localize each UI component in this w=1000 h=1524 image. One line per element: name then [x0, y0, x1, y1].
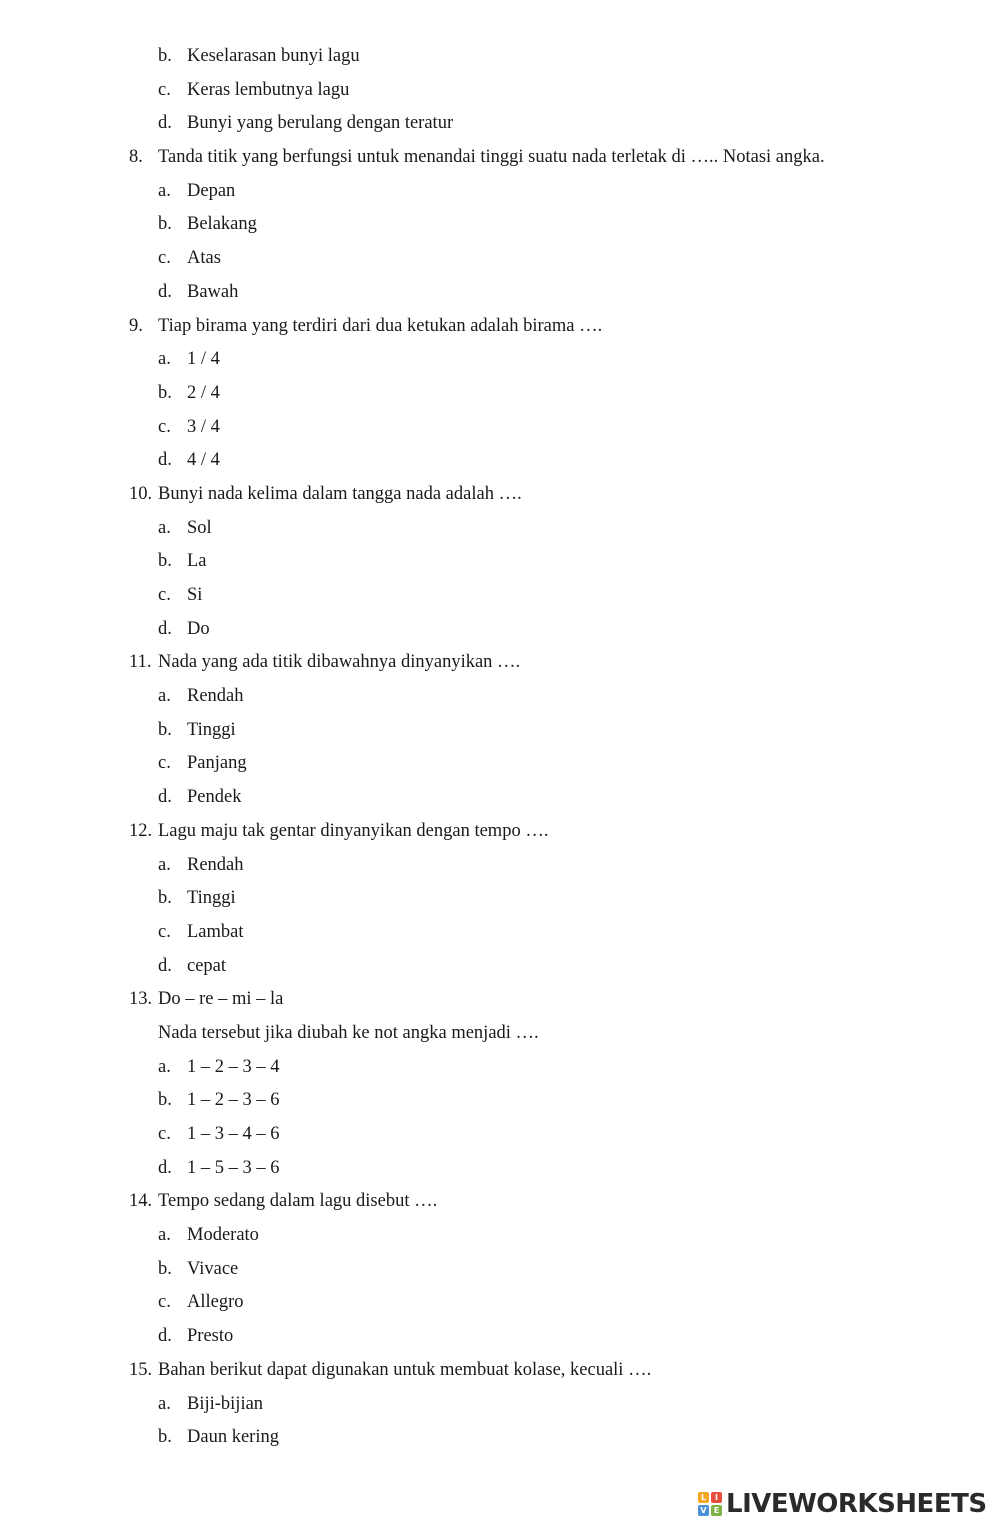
- option-letter: c.: [158, 1292, 171, 1313]
- answer-option: [0, 1253, 1000, 1287]
- answer-option: [0, 74, 1000, 108]
- option-text: 4 / 4: [187, 450, 220, 471]
- answer-option: [0, 40, 1000, 74]
- answer-option: [0, 107, 1000, 141]
- option-letter: c.: [158, 921, 171, 942]
- option-letter: b.: [158, 1090, 172, 1111]
- answer-option: [0, 208, 1000, 242]
- question-number: 12.: [129, 820, 153, 841]
- option-text: Daun kering: [187, 1427, 279, 1448]
- answer-option: [0, 613, 1000, 647]
- answer-option: [0, 714, 1000, 748]
- option-letter: a.: [158, 686, 171, 707]
- option-text: Bunyi yang berulang dengan teratur: [187, 113, 454, 134]
- question-text: Tanda titik yang berfungsi untuk menandai tinggi suatu nada terletak di ….. Notasi angka.: [158, 147, 825, 168]
- option-letter: a.: [158, 1056, 171, 1077]
- option-text: 1 – 2 – 3 – 6: [187, 1090, 280, 1111]
- answer-option: [0, 1152, 1000, 1186]
- option-text: 1 – 3 – 4 – 6: [187, 1124, 280, 1144]
- question-line: [0, 646, 1000, 680]
- option-text: Bawah: [187, 281, 239, 302]
- option-letter: d.: [158, 281, 172, 302]
- option-text: Belakang: [187, 214, 257, 235]
- option-letter: d.: [158, 1157, 172, 1178]
- option-text: Atas: [187, 248, 221, 269]
- answer-option: [0, 1421, 1000, 1455]
- option-letter: d.: [158, 1326, 172, 1347]
- option-text: Rendah: [187, 854, 244, 875]
- option-text: 2 / 4: [187, 382, 220, 403]
- option-text: Vivace: [187, 1258, 239, 1279]
- option-letter: a.: [158, 180, 171, 201]
- option-letter: d.: [158, 618, 172, 639]
- answer-option: [0, 1286, 1000, 1320]
- question-text: Bahan berikut dapat digunakan untuk membuat kolase, kecuali ….: [158, 1359, 652, 1380]
- answer-option: [0, 849, 1000, 883]
- answer-option: [0, 512, 1000, 546]
- option-text: Tinggi: [187, 888, 236, 909]
- worksheet-content: [0, 40, 1000, 1455]
- question-text: Bunyi nada kelima dalam tangga nada adalah ….: [158, 483, 522, 504]
- option-letter: b.: [158, 719, 172, 740]
- option-letter: b.: [158, 214, 172, 235]
- answer-option: [0, 1320, 1000, 1354]
- option-letter: b.: [158, 888, 172, 909]
- option-text: Presto: [187, 1326, 234, 1347]
- answer-option: [0, 411, 1000, 445]
- answer-option: [0, 882, 1000, 916]
- option-text: Si: [187, 585, 203, 605]
- option-letter: d.: [158, 450, 172, 471]
- answer-option: [0, 950, 1000, 984]
- option-letter: d.: [158, 787, 172, 808]
- option-text: Tinggi: [187, 719, 236, 740]
- question-line: [0, 1354, 1000, 1388]
- answer-option: [0, 781, 1000, 815]
- answer-option: [0, 444, 1000, 478]
- option-letter: d.: [158, 955, 172, 976]
- option-letter: c.: [158, 585, 171, 605]
- liveworksheets-watermark: [698, 1488, 987, 1520]
- option-text: cepat: [187, 955, 227, 976]
- option-text: Biji-bijian: [187, 1393, 264, 1414]
- liveworksheets-logo-icon: [698, 1492, 722, 1516]
- question-number: 13.: [129, 989, 153, 1010]
- answer-option: [0, 916, 1000, 950]
- answer-option: [0, 1051, 1000, 1085]
- option-letter: c.: [158, 1124, 171, 1144]
- question-text: Nada tersebut jika diubah ke not angka menjadi ….: [158, 1022, 539, 1043]
- option-text: Panjang: [187, 753, 247, 774]
- question-number: 14.: [129, 1191, 153, 1212]
- answer-option: [0, 1084, 1000, 1118]
- logo-square: I: [711, 1492, 722, 1503]
- option-letter: b.: [158, 46, 172, 66]
- question-line: [0, 310, 1000, 344]
- question-text: Tempo sedang dalam lagu disebut ….: [158, 1191, 438, 1212]
- question-number: 11.: [129, 652, 152, 673]
- option-letter: a.: [158, 1225, 171, 1246]
- question-line: [0, 815, 1000, 849]
- question-number: 15.: [129, 1359, 153, 1380]
- option-letter: a.: [158, 517, 171, 538]
- question-text: Lagu maju tak gentar dinyanyikan dengan tempo ….: [158, 820, 549, 841]
- question-text: Nada yang ada titik dibawahnya dinyanyikan ….: [158, 652, 521, 673]
- option-text: Allegro: [187, 1292, 244, 1313]
- question-number: 8.: [129, 147, 143, 168]
- answer-option: [0, 175, 1000, 209]
- answer-option: [0, 276, 1000, 310]
- answer-option: [0, 242, 1000, 276]
- option-letter: c.: [158, 416, 171, 437]
- option-letter: a.: [158, 854, 171, 875]
- option-letter: c.: [158, 248, 171, 269]
- logo-square: E: [711, 1505, 722, 1516]
- option-text: Moderato: [187, 1225, 259, 1246]
- answer-option: [0, 545, 1000, 579]
- question-text: Tiap birama yang terdiri dari dua ketukan adalah birama ….: [158, 315, 603, 336]
- question-text: Do – re – mi – la: [158, 989, 284, 1010]
- answer-option: [0, 1219, 1000, 1253]
- answer-option: [0, 747, 1000, 781]
- option-letter: b.: [158, 1258, 172, 1279]
- question-line: [0, 141, 1000, 175]
- answer-option: [0, 1388, 1000, 1422]
- option-text: 1 / 4: [187, 349, 220, 370]
- option-text: Pendek: [187, 787, 242, 808]
- option-letter: c.: [158, 79, 171, 100]
- option-letter: b.: [158, 382, 172, 403]
- answer-option: [0, 579, 1000, 613]
- answer-option: [0, 377, 1000, 411]
- option-text: 3 / 4: [187, 416, 220, 437]
- logo-square: V: [698, 1505, 709, 1516]
- answer-option: [0, 1118, 1000, 1152]
- logo-square: L: [698, 1492, 709, 1503]
- question-continuation: [0, 1017, 1000, 1051]
- answer-option: [0, 680, 1000, 714]
- question-number: 9.: [129, 315, 143, 336]
- option-letter: d.: [158, 113, 172, 134]
- option-letter: b.: [158, 1427, 172, 1448]
- option-letter: a.: [158, 349, 171, 370]
- option-text: La: [187, 551, 207, 572]
- answer-option: [0, 343, 1000, 377]
- option-text: 1 – 5 – 3 – 6: [187, 1157, 280, 1178]
- option-text: Depan: [187, 180, 236, 201]
- option-letter: c.: [158, 753, 171, 774]
- question-line: [0, 478, 1000, 512]
- option-text: Do: [187, 618, 210, 639]
- option-letter: b.: [158, 551, 172, 572]
- option-text: Keras lembutnya lagu: [187, 79, 350, 100]
- question-number: 10.: [129, 483, 153, 504]
- option-text: Sol: [187, 517, 212, 538]
- option-text: Lambat: [187, 921, 244, 942]
- brand-name: LIVEWORKSHEETS: [726, 1489, 987, 1519]
- option-text: Keselarasan bunyi lagu: [187, 46, 360, 66]
- question-line: [0, 1185, 1000, 1219]
- option-text: 1 – 2 – 3 – 4: [187, 1056, 280, 1077]
- option-text: Rendah: [187, 686, 244, 707]
- option-letter: a.: [158, 1393, 171, 1414]
- question-line: [0, 983, 1000, 1017]
